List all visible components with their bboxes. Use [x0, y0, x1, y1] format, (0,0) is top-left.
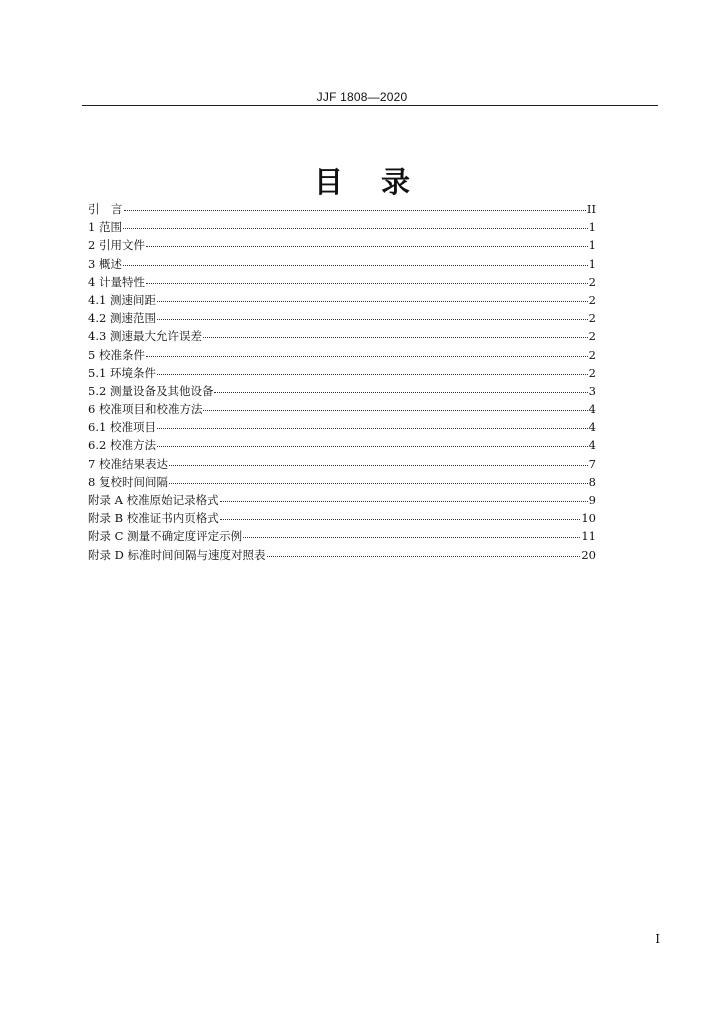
page-header: JJF 1808—2020 [316, 90, 408, 104]
toc-entry-page: 4 [588, 438, 596, 453]
toc-entry-page: 7 [588, 456, 596, 471]
toc-entry[interactable] [88, 200, 596, 218]
toc-leader [146, 356, 588, 357]
toc-entry[interactable] [88, 509, 596, 527]
toc-entry-label: 5.1 环境条件 [88, 365, 156, 380]
toc-leader [169, 465, 588, 466]
toc-entry-page: 9 [588, 493, 596, 507]
toc-entry-page: 2 [588, 274, 596, 289]
toc-entry-label: 4.1 测速间距 [88, 292, 156, 307]
toc-entry-page: 4 [588, 420, 596, 435]
header-rule [82, 105, 658, 106]
toc-entry[interactable] [88, 255, 596, 273]
toc-leader [157, 319, 588, 320]
toc-leader [157, 301, 588, 302]
toc-entry-label: 5.2 测量设备及其他设备 [88, 383, 214, 398]
toc-entry-page: 11 [581, 529, 596, 544]
toc-entry-label: 6.2 校准方法 [88, 438, 156, 453]
toc-entry[interactable] [88, 236, 596, 254]
toc-leader [124, 210, 586, 211]
toc-entry-label: 4.2 测速范围 [88, 311, 156, 326]
toc-entry-page: 3 [588, 383, 596, 398]
toc-leader [123, 228, 588, 229]
toc-entry-label: 2 引用文件 [88, 238, 145, 253]
toc-entry[interactable] [88, 436, 596, 454]
toc-entry[interactable] [88, 273, 596, 291]
toc-leader [146, 246, 588, 247]
toc-entry[interactable] [88, 382, 596, 400]
toc-entry-label: 6.1 校准项目 [88, 420, 156, 435]
toc-entry-page: 1 [588, 220, 596, 235]
toc-entry-label: 8 复校时间间隔 [88, 474, 168, 489]
toc-entry[interactable] [88, 309, 596, 327]
toc-entry-label: 附录 C 测量不确定度评定示例 [88, 529, 243, 544]
toc-leader [203, 337, 588, 338]
toc-entry-page: 2 [588, 292, 596, 307]
toc-entry-page: 2 [588, 311, 596, 326]
toc-leader [157, 428, 588, 429]
toc-entry-label: 6 校准项目和校准方法 [88, 402, 203, 417]
toc-entry-label: 1 范围 [88, 220, 122, 235]
toc-entry-label: 7 校准结果表达 [88, 456, 168, 471]
toc-leader [157, 374, 588, 375]
toc-entry-page: 20 [581, 547, 596, 562]
toc-leader [146, 283, 588, 284]
toc-entry-label: 附录 D 标准时间间隔与速度对照表 [88, 547, 266, 562]
toc-entry-page: 1 [588, 256, 596, 271]
toc-entry[interactable] [88, 455, 596, 473]
toc-entry[interactable] [88, 364, 596, 382]
toc-entry-page: 2 [588, 365, 596, 380]
toc-entry[interactable] [88, 346, 596, 364]
toc-leader [220, 519, 581, 520]
toc-leader [220, 501, 588, 502]
toc-entry-label: 附录 B 校准证书内页格式 [88, 511, 219, 526]
toc-entry-page: 1 [588, 238, 596, 253]
toc-entry-page: 4 [588, 402, 596, 417]
toc-entry-label: 引 言 [88, 202, 123, 216]
toc-leader [267, 556, 581, 557]
toc-entry[interactable] [88, 473, 596, 491]
toc-entry[interactable] [88, 400, 596, 418]
toc-entry[interactable] [88, 491, 596, 509]
toc-entry-label: 4 计量特性 [88, 274, 145, 289]
toc-entry[interactable] [88, 527, 596, 545]
toc-entry[interactable] [88, 218, 596, 236]
toc-entry[interactable] [88, 291, 596, 309]
toc-title: 目 录 [313, 165, 425, 199]
toc-entry-label: 5 校准条件 [88, 347, 145, 362]
toc-entry-page: 8 [588, 474, 596, 489]
toc-entry-page: 10 [581, 511, 596, 526]
toc-list [88, 200, 596, 564]
toc-leader [169, 483, 588, 484]
page-number: I [655, 932, 660, 946]
toc-entry-label: 4.3 测速最大允许误差 [88, 329, 202, 344]
toc-entry-label: 附录 A 校准原始记录格式 [88, 493, 219, 507]
toc-leader [123, 265, 588, 266]
toc-leader [214, 392, 587, 393]
toc-entry[interactable] [88, 546, 596, 564]
toc-entry-page: 2 [588, 329, 596, 344]
toc-entry[interactable] [88, 327, 596, 345]
toc-entry[interactable] [88, 418, 596, 436]
toc-entry-page: II [586, 202, 596, 216]
toc-leader [243, 537, 580, 538]
toc-leader [203, 410, 587, 411]
toc-leader [157, 446, 588, 447]
toc-entry-page: 2 [588, 347, 596, 362]
toc-entry-label: 3 概述 [88, 256, 122, 271]
